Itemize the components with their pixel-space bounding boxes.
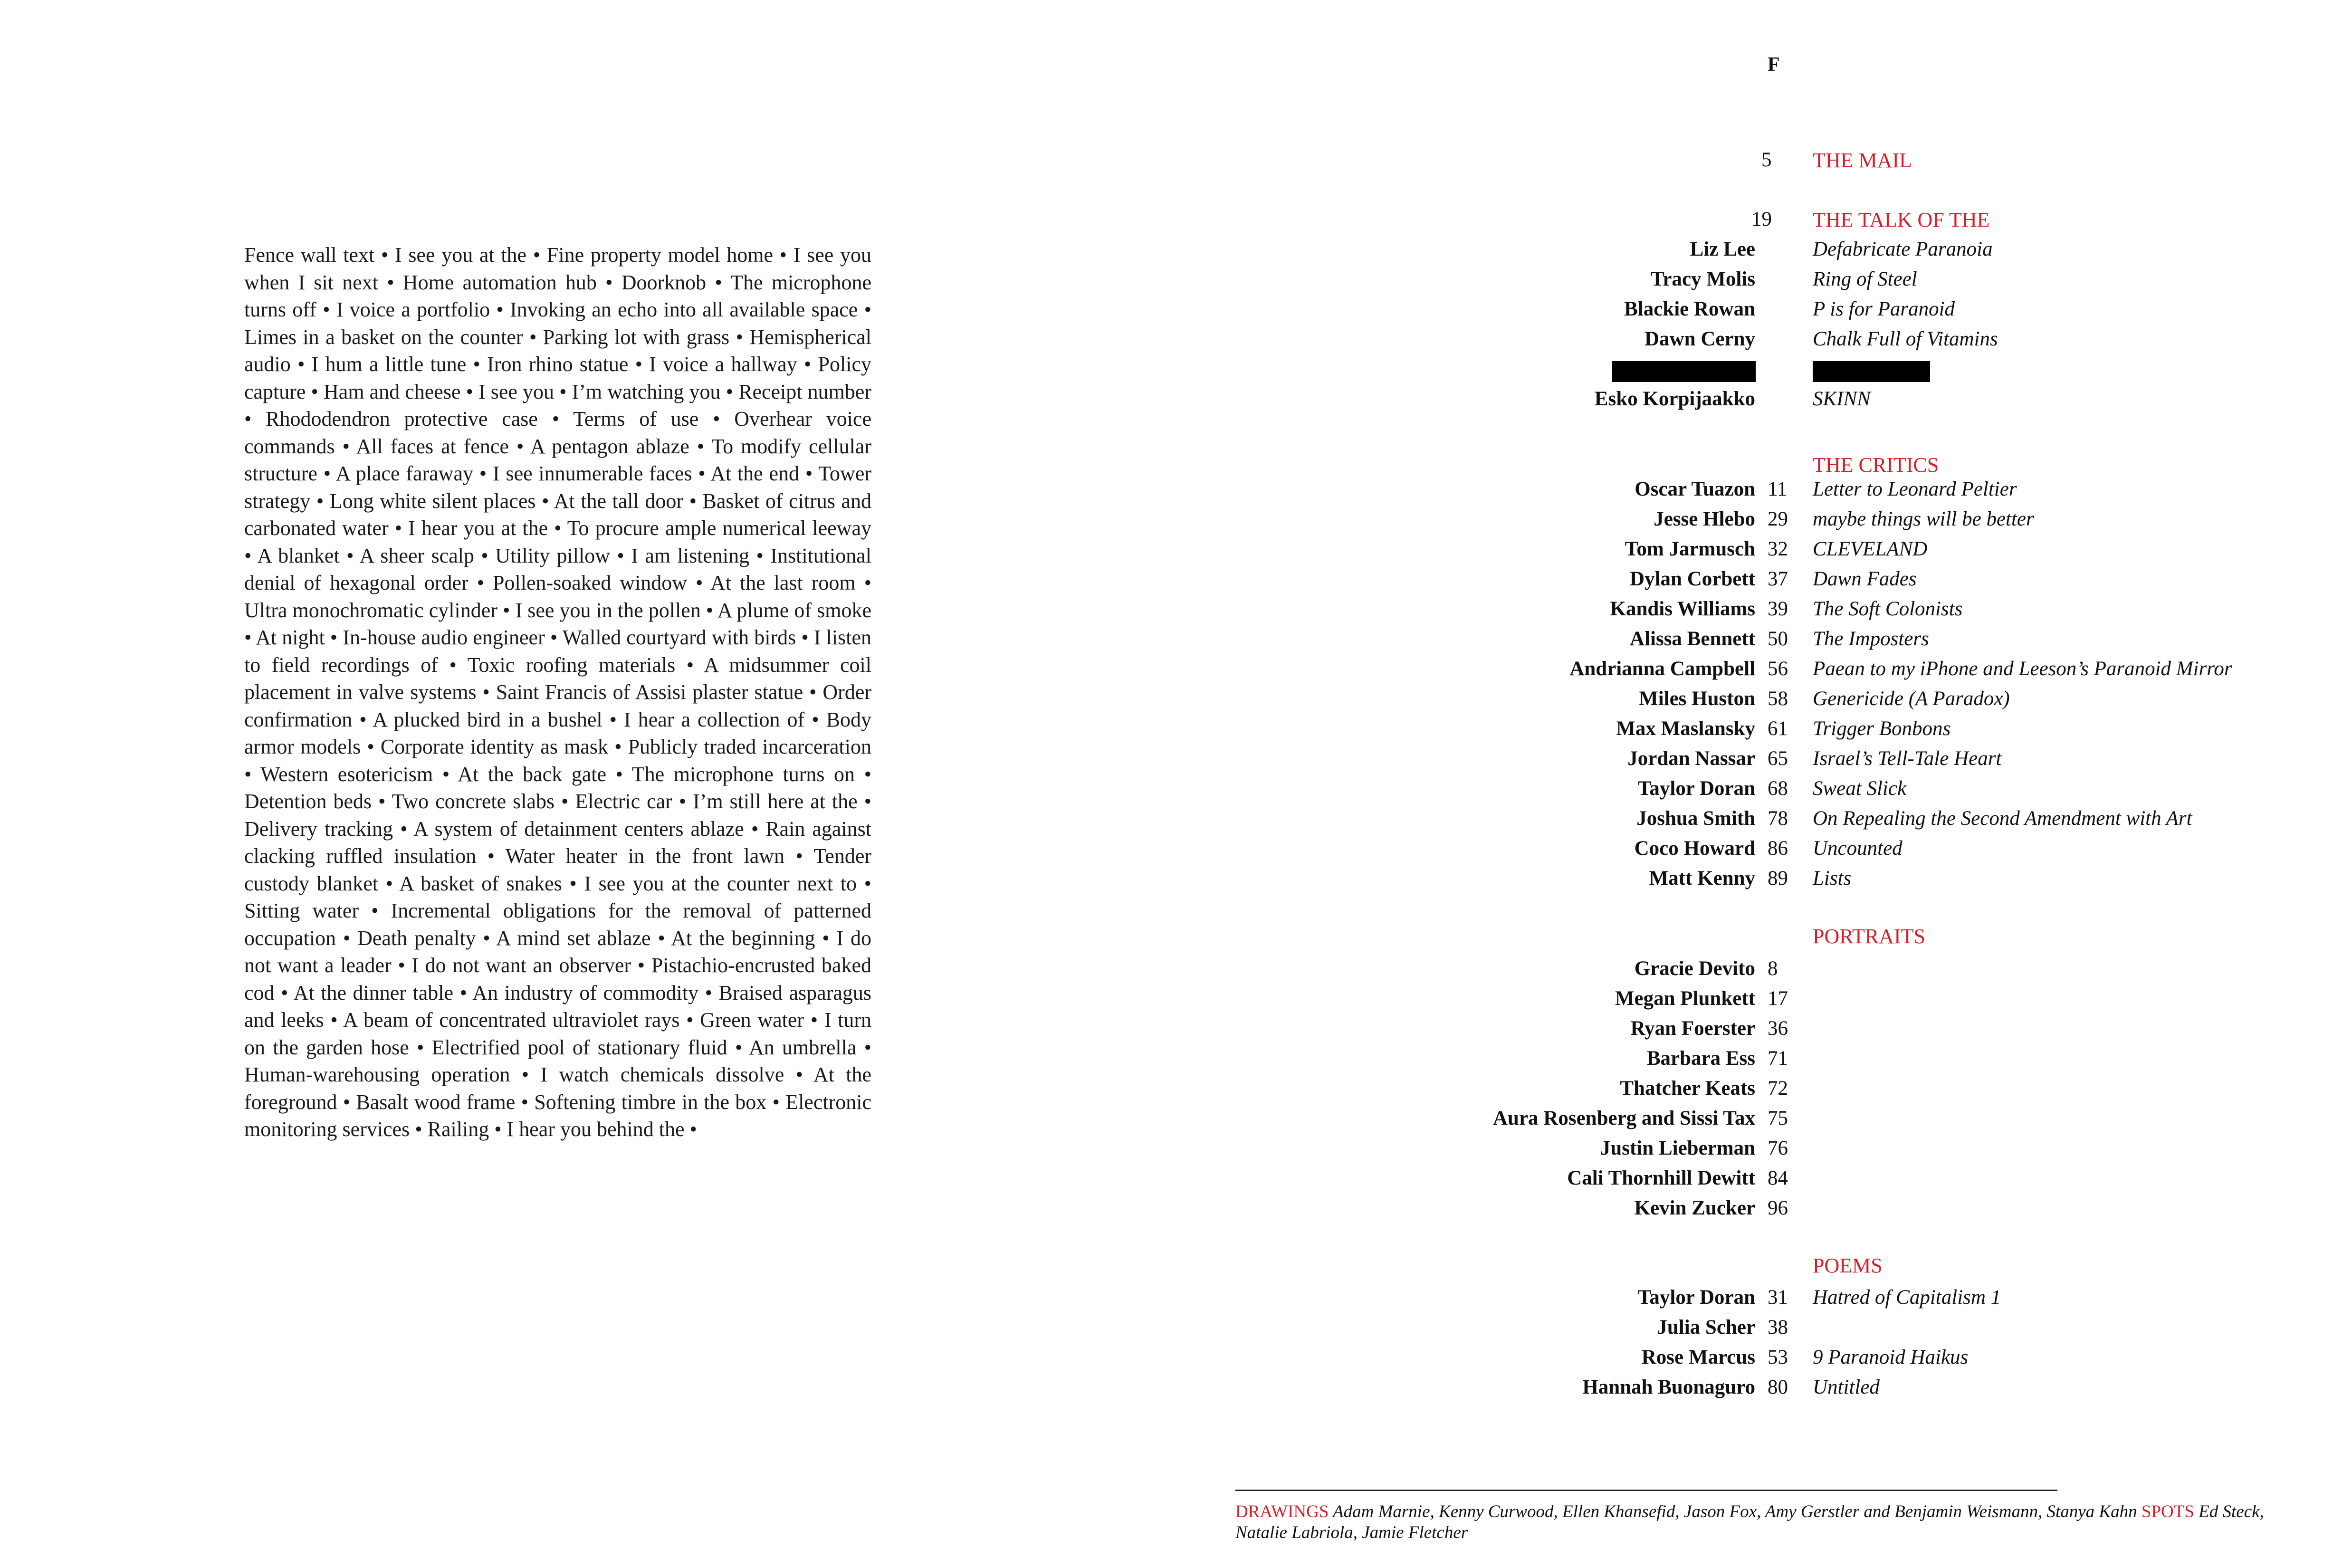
portrait-page: 36	[1768, 1017, 1788, 1040]
critic-name: Coco Howard	[1634, 837, 1755, 860]
talk-page-number: 19	[1751, 208, 1772, 230]
critic-page: 78	[1768, 807, 1788, 830]
critic-title: maybe things will be better	[1813, 508, 2034, 530]
poem-page: 38	[1768, 1316, 1788, 1339]
critic-title: Trigger Bonbons	[1813, 717, 1951, 740]
section-heading-portraits: PORTRAITS	[1813, 925, 1925, 948]
critic-name: Jordan Nassar	[1627, 747, 1755, 770]
critic-page: 11	[1768, 478, 1788, 500]
poem-text: Fence wall text • I see you at the • Fine property model home • I see you when I sit next • Home automation hub • Doorknob • The microphone turns off • I voice a portfolio • Invoking an echo into all available space • Limes in a basket on the counter • Parking lot with grass • Hemispherical audio • I hum a little tune • Iron rhino statue • I voice a hallway • Policy capture • Ham and cheese • I see you • I’m watching you • Receipt number • Rhododendron protective case • Terms of use • Overhear voice commands • All faces at fence • A pentagon ablaze • To modify cellular structure • A place faraway • I see innumerable faces • At the end • Tower strategy • Long white silent places • At the tall door • Basket of citrus and carbonated water • I hear you at the • To procure ample numerical leeway • A blanket • A sheer scalp • Utility pillow • I am listening • Institutional denial of hexagonal order • Pollen-soaked window • At the last room • Ultra monochromatic cylinder • I see you in the pollen • A plume of smoke • At night • In-house audio engineer • Walled courtyard with birds • I listen to field recordings of • Toxic roofing materials • A midsummer coil placement in valve systems • Saint Francis of Assisi plaster statue • Order confirmation • A plucked bird in a bushel • I hear a collection of • Body armor models • Corporate identity as mask • Publicly traded incarceration • Western esotericism • At the back gate • The microphone turns on • Detention beds • Two concrete slabs • Electric car • I’m still here at the • Delivery tracking • A system of detainment centers ablaze • Rain against clacking ruffled insulation • Water heater in the front lawn • Tender custody blanket • A basket of snakes • I see you at the counter next to • Sitting water • Incremental obligations for the removal of patterned occupation • Death penalty • A mind set ablaze • At the beginning • I do not want a leader • I do not want an observer • Pistachio-encrusted baked cod • At the dinner table • An industry of commodity • Braised asparagus and leeks • A beam of concentrated ultraviolet rays • Green water • I turn on the garden hose • Electrified pool of stationary fluid • An umbrella • Human-warehousing operation • I watch chemicals dissolve • At the foreground • Basalt wood frame • Softening timbre in the box • Electronic monitoring services • Railing • I hear you behind the •	[244, 243, 871, 1141]
portrait-page: 8	[1768, 957, 1778, 980]
credits	[1235, 1501, 2290, 1543]
section-heading-poems: POEMS	[1813, 1254, 1883, 1277]
critic-name: Kandis Williams	[1610, 598, 1755, 620]
drawings-names: Adam Marnie, Kenny Curwood, Ellen Khansefid, Jason Fox, Amy Gerstler and Benjamin Weismann, Stanya Kahn	[1333, 1502, 2137, 1521]
poem-author: Rose Marcus	[1641, 1346, 1755, 1368]
portrait-page: 76	[1768, 1137, 1788, 1159]
critic-title: Lists	[1813, 867, 1852, 889]
critic-page: 65	[1768, 747, 1788, 770]
talk-entry-name: Liz Lee	[1690, 238, 1755, 260]
section-heading-mail: THE MAIL	[1813, 149, 1912, 172]
critic-page: 50	[1768, 628, 1788, 650]
critic-name: Matt Kenny	[1649, 867, 1755, 889]
section-heading-talk: THE TALK OF THE	[1813, 208, 1990, 231]
critic-page: 86	[1768, 837, 1788, 860]
critic-name: Taylor Doran	[1637, 777, 1755, 800]
critic-title: Paean to my iPhone and Leeson’s Paranoid Mirror	[1813, 658, 2232, 680]
critic-title: The Soft Colonists	[1813, 598, 1963, 620]
spots-names: Ed Steck, Natalie Labriola, Jamie Fletcher	[1235, 1502, 2264, 1542]
critic-title: Sweat Slick	[1813, 777, 1907, 800]
critic-name: Jesse Hlebo	[1654, 508, 1755, 530]
critic-title: Genericide (A Paradox)	[1813, 688, 2010, 710]
redaction-bar	[1813, 361, 1930, 382]
critic-page: 89	[1768, 867, 1788, 889]
poem-page: 53	[1768, 1346, 1788, 1368]
critic-name: Tom Jarmusch	[1625, 538, 1755, 560]
portrait-page: 17	[1768, 987, 1788, 1010]
portrait-page: 96	[1768, 1197, 1788, 1219]
poem-page: 80	[1768, 1376, 1788, 1398]
critic-name: Max Maslansky	[1616, 717, 1755, 740]
page-mark: F	[1768, 54, 1780, 76]
critic-page: 58	[1768, 688, 1788, 710]
critic-title: Uncounted	[1813, 837, 1903, 860]
portrait-name: Justin Lieberman	[1600, 1137, 1755, 1159]
poem-title: Hatred of Capitalism 1	[1813, 1286, 2001, 1309]
critic-name: Miles Huston	[1639, 688, 1755, 710]
critic-title: Israel’s Tell-Tale Heart	[1813, 747, 2002, 770]
poem-title: 9 Paranoid Haikus	[1813, 1346, 1969, 1368]
redaction-bar	[1612, 361, 1756, 382]
portrait-name: Megan Plunkett	[1615, 987, 1755, 1010]
critic-page: 37	[1768, 568, 1788, 590]
critic-page: 56	[1768, 658, 1788, 680]
talk-entry-name: Blackie Rowan	[1624, 298, 1755, 320]
spots-label: SPOTS	[2141, 1502, 2194, 1521]
talk-entry-name: Tracy Molis	[1650, 268, 1755, 290]
talk-entry-title: Ring of Steel	[1813, 268, 1917, 290]
portrait-name: Ryan Foerster	[1630, 1017, 1755, 1040]
portrait-page: 71	[1768, 1047, 1788, 1070]
talk-entry-title: SKINN	[1813, 388, 1871, 410]
portrait-name: Thatcher Keats	[1620, 1077, 1755, 1100]
portrait-name: Barbara Ess	[1646, 1047, 1755, 1070]
critic-title: CLEVELAND	[1813, 538, 1928, 560]
poem-author: Julia Scher	[1657, 1316, 1755, 1339]
critic-title: Letter to Leonard Peltier	[1813, 478, 2017, 500]
talk-entry-title: P is for Paranoid	[1813, 298, 1955, 320]
poem-title: Untitled	[1813, 1376, 1880, 1398]
talk-entry-title: Chalk Full of Vitamins	[1813, 328, 1998, 350]
critic-name: Joshua Smith	[1636, 807, 1755, 830]
portrait-name: Gracie Devito	[1634, 957, 1755, 980]
critic-name: Oscar Tuazon	[1635, 478, 1755, 500]
critic-page: 39	[1768, 598, 1788, 620]
mail-page-number: 5	[1761, 149, 1772, 171]
critic-title: On Repealing the Second Amendment with Art	[1813, 807, 2192, 830]
critic-name: Alissa Bennett	[1630, 628, 1755, 650]
talk-entry-name: Dawn Cerny	[1644, 328, 1755, 350]
critic-title: Dawn Fades	[1813, 568, 1917, 590]
portrait-name: Kevin Zucker	[1634, 1197, 1755, 1219]
poem-author: Hannah Buonaguro	[1582, 1376, 1755, 1398]
portrait-name: Cali Thornhill Dewitt	[1567, 1167, 1755, 1189]
talk-entry-title: Defabricate Paranoia	[1813, 238, 1993, 260]
critic-page: 29	[1768, 508, 1788, 530]
section-heading-critics: THE CRITICS	[1813, 453, 1939, 477]
critic-page: 61	[1768, 717, 1788, 740]
footer-rule	[1235, 1490, 2057, 1491]
poem-author: Taylor Doran	[1637, 1286, 1755, 1309]
critic-title: The Imposters	[1813, 628, 1929, 650]
portrait-page: 75	[1768, 1107, 1788, 1129]
portrait-page: 72	[1768, 1077, 1788, 1100]
critic-page: 68	[1768, 777, 1788, 800]
drawings-label: DRAWINGS	[1235, 1502, 1329, 1521]
critic-name: Andrianna Campbell	[1569, 658, 1755, 680]
portrait-page: 84	[1768, 1167, 1788, 1189]
talk-entry-name: Esko Korpijaakko	[1594, 388, 1755, 410]
critic-name: Dylan Corbett	[1630, 568, 1755, 590]
poem-page: 31	[1768, 1286, 1788, 1309]
critic-page: 32	[1768, 538, 1788, 560]
portrait-name: Aura Rosenberg and Sissi Tax	[1493, 1107, 1755, 1129]
